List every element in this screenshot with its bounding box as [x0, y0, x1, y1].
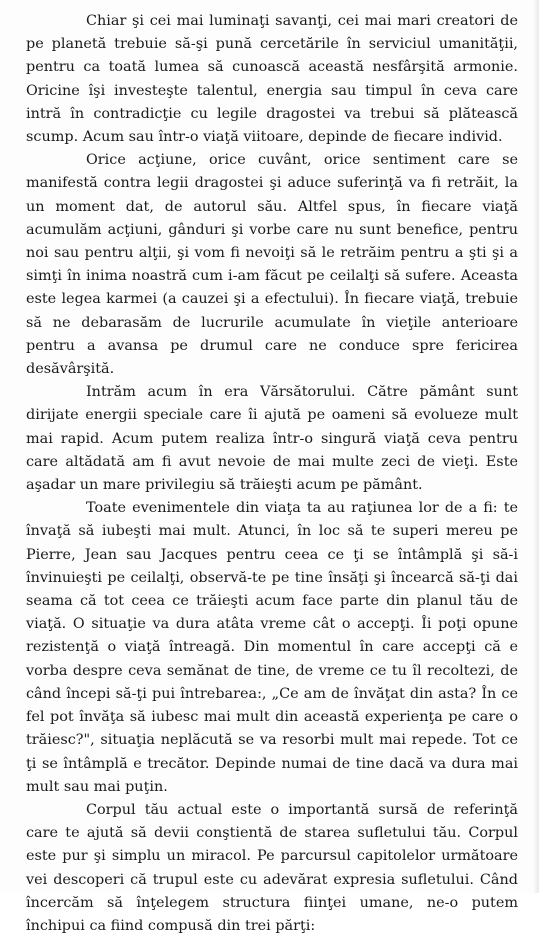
paragraph-age-of-aquarius: Intrăm acum în era Vărsătorului. Către pământ sunt dirijate energii speciale care îi ajută pe oameni să evolueze mult mai rapid. Acum putem realiza într-o singură viaţă ceva pentru care altădată am fi avut nevoie de mai multe zeci de vieţi. Este aşadar un mare privilegiu să trăieşti acum pe pământ. [26, 384, 518, 494]
paragraph-law-of-karma: Orice acţiune, orice cuvânt, orice sentiment care se manifestă contra legii dragostei şi aduce suferinţă va fi retrăit, la un moment dat, de autorul său. Altfel spus, în fiecare viaţă acumulăm acţiuni, gânduri şi vorbe care nu sunt benefice, pentru noi sau pentru alţii, şi vom fi nevoiţi să le retrăim pentru a şti şi a simţi în inima noastră cum i-am făcut pe ceilalţi să sufere. Aceasta este legea karmei (a cauzei şi a efectului). În fiecare viaţă, trebuie să ne debarasăm de lucrurile acumulate în vieţile anterioare pentru a avansa pe drumul care ne conduce spre fericirea desăvârşită. [26, 152, 518, 378]
paragraph-body-and-soul: Corpul tău actual este o importantă sursă de referinţă care te ajută să devii conştientă de starea sufletului tău. Corpul este pur şi simplu un miracol. Pe parcursul capitolelor următoare vei descoperi că trupul este cu adevărat expresia sufletului. Când încercăm să înţelegem structura fiinţei umane, ne-o putem închipui ca fiind compusă din trei părţi: [26, 801, 518, 934]
page-edge-shadow [533, 0, 539, 893]
page-body-text [26, 10, 518, 938]
paragraph-life-events: Toate evenimentele din viaţa ta au raţiunea lor de a fi: te învaţă să iubeşti mai mult. Atunci, în loc să te superi mereu pe Pierre, Jean sau Jacques pentru ceea ce ţi se întâmplă şi să-i învinuieşti pe ceilalţi, observă-te pe tine însăţi şi încearcă să-ţi dai seama că tot ceea ce trăieşti acum face parte din planul tău de viaţă. O situaţie va dura atâta vreme cât o accepţi. Îi poţi opune rezistenţă o viaţă întreagă. Din momentul în care accepţi că e vorba despre ceva semănat de tine, de vreme ce tu îl recoltezi, de când începi să-ţi pui întrebarea:, „Ce am de învăţat din asta? În ce fel pot învăţa să iubesc mai mult din această experienţa pe care o trăiesc?", situaţia neplăcută se va resorbi mult mai repede. Tot ce ţi se întâmplă e trecător. Depinde numai de tine dacă va dura mai mult sau mai puţin. [26, 500, 518, 795]
paragraph-scientists-harmony: Chiar şi cei mai luminaţi savanţi, cei mai mari creatori de pe planetă trebuie să-şi pună cercetările în serviciul umanităţii, pentru ca toată lumea să cunoască această nesfârşită armonie. Oricine îşi investeşte talentul, energia sau timpul în ceva care intră în contradicţie cu legile dragostei va trebui să plătească scump. Acum sau într-o viaţă viitoare, depinde de fiecare individ. [26, 13, 518, 146]
